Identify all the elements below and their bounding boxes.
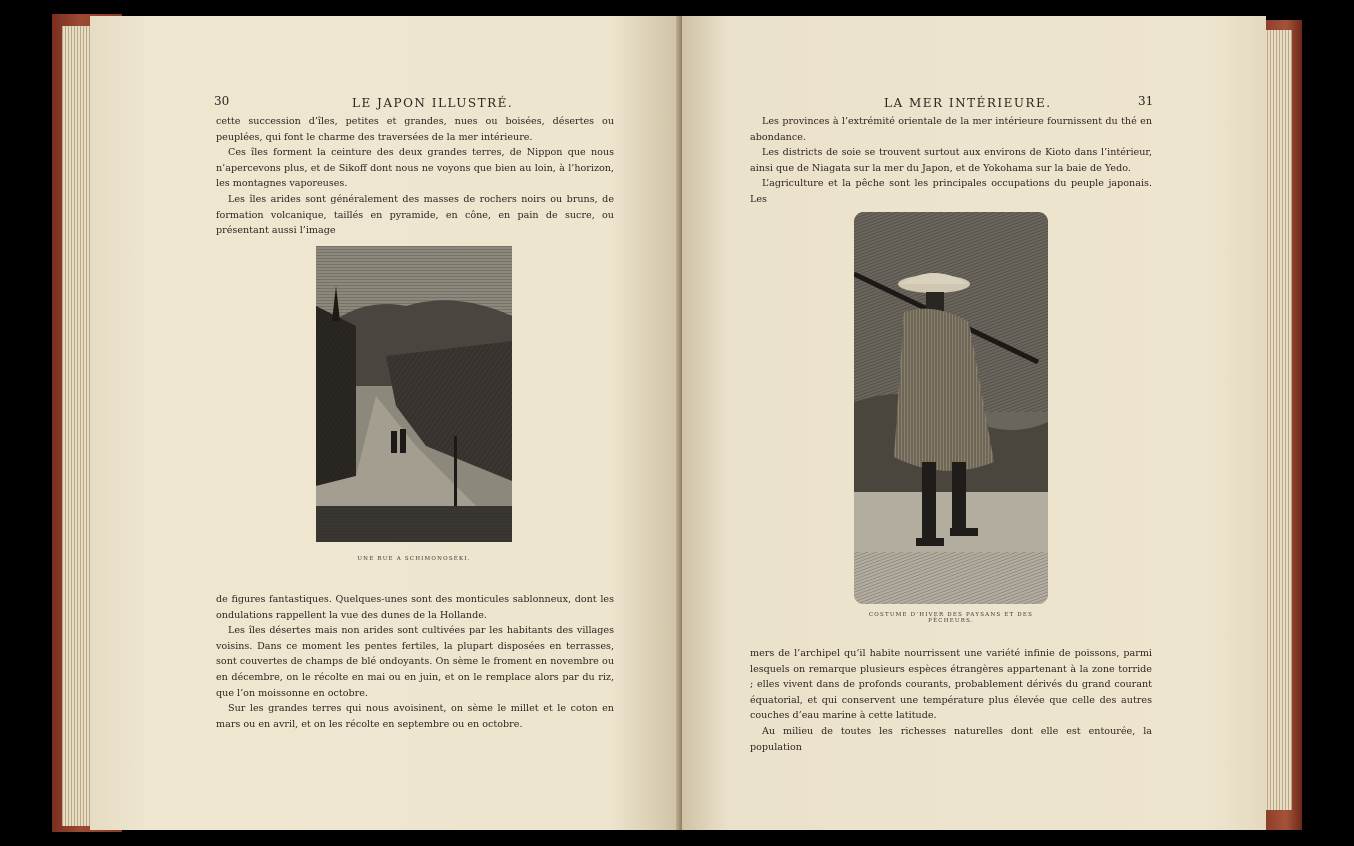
right-page-number: 31 bbox=[1138, 94, 1154, 108]
paragraph: Les îles arides sont généralement des masses de rochers noirs ou bruns, de formation volcanique, taillés en pyramide, en cône, en pain de sucre, ou présentant aussi l’image bbox=[216, 193, 614, 237]
paragraph: L’agriculture et la pêche sont les principales occupations du peuple japonais. Les bbox=[750, 178, 1152, 205]
left-page-number: 30 bbox=[214, 94, 230, 108]
paragraph: de figures fantastiques. Quelques-unes sont des monticules sablonneux, dont les ondulations rappellent la vue des dunes de la Hollande. bbox=[216, 594, 614, 621]
right-figure-caption: COSTUME D’HIVER DES PAYSANS ET DES PÊCHEURS. bbox=[868, 612, 1034, 624]
paragraph: Les districts de soie se trouvent surtout aux environs de Kioto dans l’intérieur, ainsi que de Niagata sur la mer du Japon, et de Yokohama sur la baie de Yedo. bbox=[750, 147, 1152, 174]
right-bottom-text bbox=[750, 646, 1152, 755]
paragraph: Sur les grandes terres qui nous avoisinent, on sème le millet et le coton en mars ou en avril, et on les récolte en septembre ou en octobre. bbox=[216, 703, 614, 730]
right-running-head: LA MER INTÉRIEURE. bbox=[884, 96, 1052, 110]
paragraph: cette succession d’îles, petites et grandes, nues ou boisées, désertes ou peuplées, qui font le charme des traversées de la mer intérieure. bbox=[216, 116, 614, 143]
page-edges-left bbox=[62, 26, 92, 826]
paragraph: Au milieu de toutes les richesses naturelles dont elle est entourée, la population bbox=[750, 725, 1152, 753]
paragraph: mers de l’archipel qu’il habite nourrissent une variété infinie de poissons, parmi lesquels on remarque plusieurs espèces étrangères appartenant à la zone torride ; elles vivent dans de profonds courants, probablement dérivés du grand courant équatorial, et qui conservent une température plus élevée que celle des autres couches d’eau marine à cette latitude. bbox=[750, 648, 1152, 722]
engraving-street-scene bbox=[316, 246, 512, 542]
right-page bbox=[682, 16, 1266, 830]
left-top-text bbox=[216, 114, 614, 239]
left-bottom-text bbox=[216, 592, 614, 732]
left-page bbox=[90, 16, 680, 830]
paragraph: Ces îles forment la ceinture des deux grandes terres, de Nippon que nous n’apercevons plus, et de Sikoff dont nous ne voyons que bien au loin, à l’horizon, les montagnes vaporeuses. bbox=[216, 147, 614, 190]
engraving-winter-costume bbox=[854, 212, 1048, 604]
paragraph: Les provinces à l’extrémité orientale de la mer intérieure fournissent du thé en abondance. bbox=[750, 116, 1152, 143]
paragraph: Les îles désertes mais non arides sont cultivées par les habitants des villages voisins. Dans ce moment les pentes fertiles, la plupart disposées en terrasses, sont couvertes de champs de blé ondoyants. On sème le froment en novembre ou en décembre, on le récolte en mai ou en juin, et on le remplace alors par du riz, que l’on moissonne en octobre. bbox=[216, 625, 614, 699]
left-running-head: LE JAPON ILLUSTRÉ. bbox=[352, 96, 514, 110]
left-figure-caption: UNE RUE A SCHIMONOSÉKI. bbox=[357, 556, 471, 562]
page-edges-right bbox=[1262, 30, 1292, 810]
right-top-text bbox=[750, 114, 1152, 208]
